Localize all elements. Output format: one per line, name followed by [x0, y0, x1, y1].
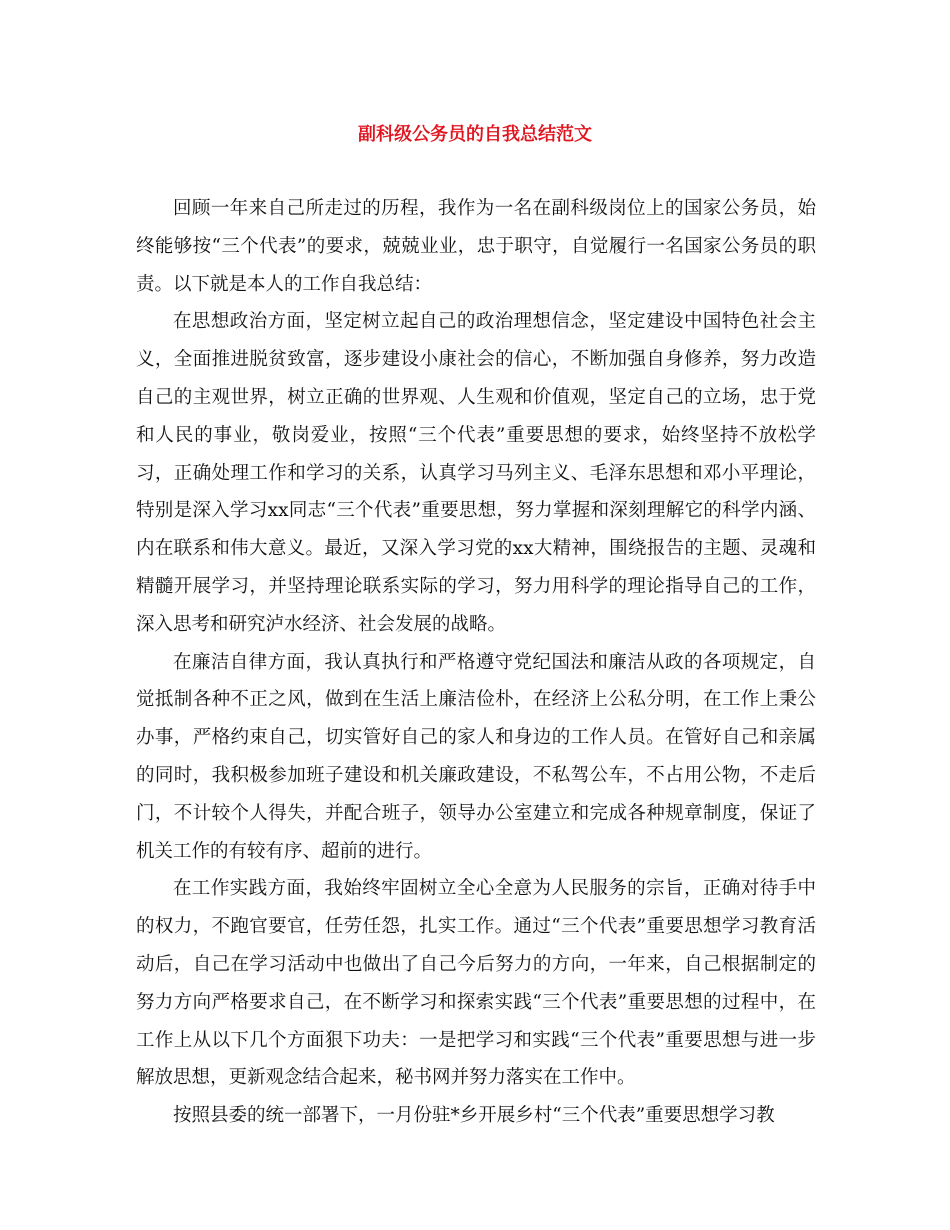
paragraph-work-practice: 在工作实践方面，我始终牢固树立全心全意为人民服务的宗旨，正确对待手中的权力，不跑官要官，任劳任怨，扎实工作。通过“三个代表”重要思想学习教育活动后，自己在学习活动中也做出了自己今后努力的方向，一年来，自己根据制定的努力方向严格要求自己，在不断学习和探索实践“三个代表”重要思想的过程中，在工作上从以下几个方面狠下功夫：一是把学习和实践“三个代表”重要思想与进一步解放思想，更新观念结合起来，秘书网并努力落实在工作中。 [136, 878, 816, 1089]
document-title: 副科级公务员的自我总结范文 [358, 124, 592, 145]
paragraph-integrity: 在廉洁自律方面，我认真执行和严格遵守党纪国法和廉洁从政的各项规定，自觉抵制各种不正之风，做到在生活上廉洁俭朴，在经济上公私分明，在工作上秉公办事，严格约束自己，切实管好自己的家人和身边的工作人员。在管好自己和亲属的同时，我积极参加班子建设和机关廉政建设，不私驾公车，不占用公物，不走后门，不计较个人得失，并配合班子，领导办公室建立和完成各种规章制度，保证了机关工作的有较有序、超前的进行。 [136, 651, 816, 862]
document-body [136, 190, 816, 1135]
paragraph-intro: 回顾一年来自己所走过的历程，我作为一名在副科级岗位上的国家公务员，始终能够按“三个代表”的要求，兢兢业业，忠于职守，自觉履行一名国家公务员的职责。以下就是本人的工作自我总结： [136, 198, 816, 295]
paragraph-deployment: 按照县委的统一部署下，一月份驻*乡开展乡村“三个代表”重要思想学习教 [173, 1105, 775, 1127]
paragraph-political-thought: 在思想政治方面，坚定树立起自己的政治理想信念，坚定建设中国特色社会主义，全面推进脱贫致富，逐步建设小康社会的信心，不断加强自身修养，努力改造自己的主观世界，树立正确的世界观、人生观和价值观，坚定自己的立场，忠于党和人民的事业，敬岗爱业，按照“三个代表”重要思想的要求，始终坚持不放松学习，正确处理工作和学习的关系，认真学习马列主义、毛泽东思想和邓小平理论，特别是深入学习xx同志“三个代表”重要思想，努力掌握和深刻理解它的科学内涵、内在联系和伟大意义。最近，又深入学习党的xx大精神，围绕报告的主题、灵魂和精髓开展学习，并坚持理论联系实际的学习，努力用科学的理论指导自己的工作，深入思考和研究泸水经济、社会发展的战略。 [136, 311, 816, 635]
